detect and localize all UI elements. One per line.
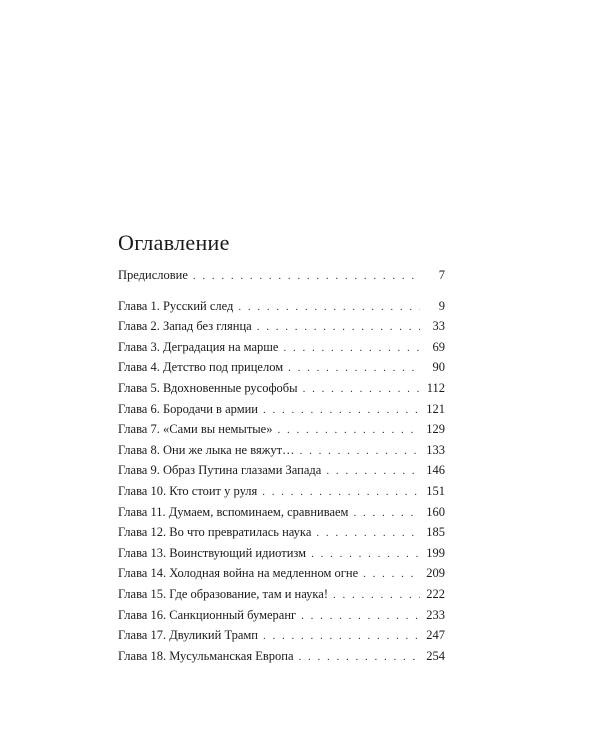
toc-entry [118, 337, 445, 358]
toc-entry-page: 151 [426, 483, 445, 498]
toc-entry-label: Глава 12. Во что превратилась наука [118, 525, 312, 540]
toc-leader-dots [311, 544, 420, 565]
toc-entry-label: Глава 1. Русский след [118, 298, 234, 313]
toc-entry-label: Глава 15. Где образование, там и наука! [118, 586, 328, 601]
toc-entry [118, 440, 445, 461]
toc-entry [118, 265, 445, 286]
toc-leader-dots [333, 585, 420, 606]
toc-leader-dots [326, 461, 420, 482]
toc-entry-page: 160 [426, 504, 445, 519]
toc-entry-page: 90 [432, 360, 445, 375]
toc-entry-label: Глава 5. Вдохновенные русофобы [118, 380, 298, 395]
toc-entry-page: 209 [426, 566, 445, 581]
toc-leader-dots [316, 523, 420, 544]
toc-leader-dots [263, 626, 420, 647]
toc-entry [118, 399, 445, 420]
toc-leader-dots [262, 482, 420, 503]
toc-entry [118, 357, 445, 378]
toc-entry-page: 146 [426, 463, 445, 478]
toc-entry [118, 522, 445, 543]
toc-entry [118, 646, 445, 667]
toc-entry-page: 247 [426, 628, 445, 643]
toc-entry-label: Глава 18. Мусульманская Европа [118, 648, 294, 663]
toc-entry-page: 33 [432, 319, 445, 334]
toc-entry-page: 199 [426, 545, 445, 560]
toc-leader-dots [277, 420, 420, 441]
toc-entry-label: Глава 17. Двуликий Трамп [118, 628, 258, 643]
toc-entry [118, 419, 445, 440]
toc-entry-page: 254 [426, 648, 445, 663]
toc-entry-page: 222 [426, 586, 445, 601]
toc-entry-label: Предисловие [118, 268, 188, 282]
toc-entry-label: Глава 14. Холодная война на медленном огне [118, 566, 359, 581]
toc-leader-dots [263, 400, 420, 421]
toc-entry-page: 185 [426, 525, 445, 540]
toc-entry-page: 112 [426, 380, 445, 395]
toc-entry [118, 543, 445, 564]
toc-leader-dots [193, 266, 420, 287]
toc-leader-dots [300, 441, 420, 462]
toc-entry [118, 481, 445, 502]
toc-entry [118, 605, 445, 626]
toc-entry-label: Глава 13. Воинствующий идиотизм [118, 545, 307, 560]
toc-leader-dots [238, 297, 420, 318]
toc-entry-label: Глава 7. «Сами вы немытые» [118, 422, 273, 437]
toc-leader-dots [301, 606, 420, 627]
toc-leader-dots [283, 338, 420, 359]
toc-leader-dots [353, 503, 420, 524]
toc-entry [118, 296, 445, 317]
toc-leader-dots [288, 358, 420, 379]
toc-entry-label: Глава 11. Думаем, вспоминаем, сравниваем [118, 504, 349, 519]
toc-leader-dots [299, 647, 420, 668]
toc-entry-page: 69 [432, 339, 445, 354]
toc-entry [118, 584, 445, 605]
toc-entry [118, 563, 445, 584]
table-of-contents [118, 265, 445, 666]
toc-entry-label: Глава 9. Образ Путина глазами Запада [118, 463, 322, 478]
toc-entry-page: 133 [426, 442, 445, 457]
toc-entry [118, 502, 445, 523]
toc-entry-page: 9 [438, 298, 445, 313]
toc-entry-label: Глава 4. Детство под прицелом [118, 360, 284, 375]
toc-entry-label: Глава 2. Запад без глянца [118, 319, 252, 334]
toc-entry-page: 129 [426, 422, 445, 437]
toc-entry-label: Глава 6. Бородачи в армии [118, 401, 258, 416]
toc-leader-dots [257, 317, 420, 338]
toc-leader-dots [363, 564, 420, 585]
page-title: Оглавление [118, 230, 230, 255]
toc-entry [118, 625, 445, 646]
toc-entry-page: 7 [438, 268, 445, 282]
toc-entry-label: Глава 8. Они же лыка не вяжут… [118, 442, 295, 457]
toc-entry-page: 121 [426, 401, 445, 416]
toc-entry-label: Глава 3. Деградация на марше [118, 339, 279, 354]
toc-entry [118, 460, 445, 481]
toc-entry [118, 378, 445, 399]
toc-entry-label: Глава 16. Санкционный бумеранг [118, 607, 297, 622]
toc-entry-label: Глава 10. Кто стоит у руля [118, 483, 258, 498]
toc-leader-dots [303, 379, 420, 400]
toc-entry [118, 316, 445, 337]
toc-entry-page: 233 [426, 607, 445, 622]
